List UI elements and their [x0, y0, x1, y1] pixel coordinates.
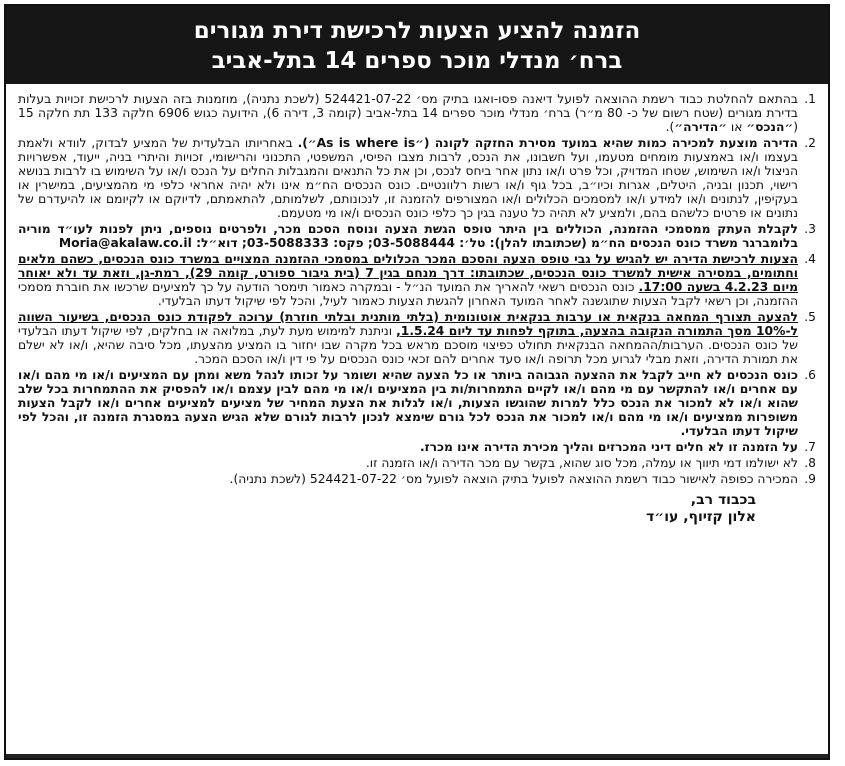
- notice-title: הזמנה להציע הצעות לרכישת דירת מגורים: [193, 18, 641, 44]
- bottom-rule: [6, 754, 828, 758]
- signature-block: [18, 492, 816, 526]
- clause-item: [18, 368, 816, 438]
- clause-number: 9.: [804, 472, 816, 486]
- clause-text: הצעות לרכישת הדירה יש להגיש על גבי טופס הצעה והסכם המכר הכלולים במסמכי ההזמנה המצויים במשרד כונס הנכסים, כשהם מלאים וחתומים, במסירה אישית למשרד כונס הנכסים, שכתובתו: דרך מנחם בגין 7 (בית גיבור ספורט, קומה 29), רמת-גן, וזאת עד ולא יאוחר מיום 4.2.23 בשעה 17:00.: [18, 252, 798, 294]
- clause-item: [18, 222, 816, 250]
- clause-text: כונס הנכסים לא חייב לקבל את ההצעה הגבוהה ביותר או כל הצעה שהיא ושומר על זכותו לנהל משא ומתן עם המציעים ו/או מי מהם ו/או עם אחרים ו/או להתקשר עם מי מהם ו/או לקיים התמחרות/ות בין המציעים ו/או מי מהם לבין עצמם ו/או להפסיק את ההתמחרות בכל שלב שהוא ו/או לא למכור את הנכס כלל למרות שהוגשו הצעות, ו/או לגלות את הצעת המחיר של מציעים למציעים אחרים ו/או לקבל הצעות משופרות ממציעים ו/או מי מהם ו/או למכור את הנכס לכל גורם שימצא לנכון לרבות לגורם שלא הגיש הצעה במסגרת הזמנה זו, והכל לפי שיקול דעתו הבלעדי.: [18, 368, 798, 438]
- clause-number: 6.: [804, 368, 816, 382]
- clause-item: [18, 472, 816, 486]
- clause-text: לא ישולמו דמי תיווך או עמלה, מכל סוג שהוא, בקשר עם מכר הדירה ו/או הזמנה זו.: [365, 456, 798, 470]
- clause-text: המכירה כפופה לאישור כבוד רשמת ההוצאה לפועל בתיק הוצאה לפועל מס׳ 524421-07-22 (לשכת נתניה).: [229, 472, 798, 486]
- clause-text: לקבלת העתק ממסמכי ההזמנה, הכוללים בין היתר טופס הגשת הצעה ונוסח הסכם מכר, ולפרטים נוספים, ניתן לפנות לעו״ד מוריה בלומברגר משרד כונס הנכסים הח״מ (שכתובתו להלן): טל׳: 03-5088444; פקס: 03-5088333; דוא״ל: Moria@akalaw.co.il: [18, 222, 798, 250]
- clause-text: ״הנכס״: [746, 120, 794, 134]
- legal-notice: [4, 4, 830, 760]
- clause-item: [18, 252, 816, 308]
- signature-greeting: בכבוד רב,: [690, 492, 756, 508]
- signature-name: אלון קזיוף, עו״ד: [646, 509, 756, 525]
- clause-text: וניתנת למימוש מעת לעת, במלואה או בחלקים, לפי שיקול דעתו הבלעדי של כונס הנכסים. הערבות/ההמחאה הבנקאית תחולט כפיצוי מוסכם מראש בכל מקרה שבו יחזור בו המציע מהצעתו, מכל סיבה שהיא, ו/או לא ישלם את תמורת הדירה, וזאת מבלי לגרוע מכל תרופה ו/או סעד אחרים להם זכאי כונס הנכסים על פי דין ו/או הסכם המכר.: [18, 324, 798, 366]
- clause-text: ).: [665, 120, 675, 134]
- clause-item: [18, 310, 816, 366]
- notice-body: [6, 84, 828, 526]
- clause-number: 8.: [804, 456, 816, 470]
- clause-text: הדירה מוצעת למכירה כמות שהיא במועד מסירת החזקה לקונה (״As is where is״).: [297, 136, 798, 150]
- clause-number: 1.: [804, 92, 816, 106]
- clause-text: באחריותו הבלעדית של המציע לבדוק, לוודא ולאמת בעצמו ו/או באמצעות מומחים מטעמו, ועל חשבונו, את הנכס, לרבות מצבו הפיסי, המשפטי, התכנוני והרישומי, זכויות והיתרי בניה, ייעוד, אפשרויות הניצול ו/או השימוש, שטחו המדויק, וכל פרט ו/או נתון אחר ביחס לנכס, וכן את כל התנאים והמגבלות החלים על הנכס ו/או על השימוש בו לרבות בנושא רישוי, תכנון ובניה, היטלים, אגרות וכיו״ב, בכל גוף ו/או רשות רלוונטיים. כונס הנכסים הח״מ אינו ולא יהיה אחראי כלפי מי מהמציעים, במישרין או בעקיפין, לנתונים ו/או למידע ו/או למסמכים הכלולים ו/או המצורפים להזמנה זו, לנכונותם, לשלמותם, להתאמתם, לדיוקם או לקיומם או להיעדרם של נתונים או פרטים כלשהם בהם, ולמציע לא תהיה כל טענה בגין כך כלפי כונס הנכסים ו/או מי מטעמם.: [18, 136, 798, 220]
- clause-text: כונס הנכסים רשאי להאריך את המועד הנ״ל - ובמקרה כאמור תימסר הודעה על כך למציעים שרכשו את חוברת מסמכי ההזמנה, וכן רשאי לקבל הצעות שתוגשנה לאחר המועד האחרון להגשת הצעות כאמור לעיל, והכל לפי שיקול דעתו הבלעדי.: [18, 280, 798, 308]
- clause-item: [18, 440, 816, 454]
- clause-text: או: [726, 120, 747, 134]
- clause-text: על הזמנה זו לא חלים דיני המכרזים והליך מכירת הדירה אינו מכרז.: [420, 440, 798, 454]
- clause-text: להצעה תצורף המחאה בנקאית או ערבות בנקאית אוטונומית (בלתי מותנית ובלתי חוזרת) ערוכה לפקודת כונס הנכסים, בשיעור השווה ל-10% מסך התמורה הנקובה בהצעה, בתוקף לפחות עד ליום 1.5.24,: [18, 310, 798, 338]
- clause-item: [18, 92, 816, 134]
- clause-number: 5.: [804, 310, 816, 324]
- clause-list: [18, 92, 816, 486]
- clause-number: 3.: [804, 222, 816, 236]
- clause-number: 7.: [804, 440, 816, 454]
- clause-number: 2.: [804, 136, 816, 150]
- clause-item: [18, 456, 816, 470]
- clause-text: ״הדירה״: [674, 120, 727, 134]
- notice-header: [6, 6, 828, 84]
- notice-subtitle: ברח׳ מנדלי מוכר ספרים 14 בתל-אביב: [211, 48, 623, 74]
- clause-item: [18, 136, 816, 220]
- clause-text: בהתאם להחלטת כבוד רשמת ההוצאה לפועל דיאנה פסו-ואגו בתיק מס׳ 524421-07-22 (לשכת נתניה), מוזמנות בזה הצעות לרכישת זכויות בעלות בדירת מגורים (שטח רשום של כ- 80 מ״ר) ברח׳ מנדלי מוכר ספרים 14 בתל-אביב (קומה 3, דירה 6), הידועה כגוש 6906 חלקה 133 תת חלקה 15 (: [18, 92, 798, 134]
- clause-number: 4.: [804, 252, 816, 266]
